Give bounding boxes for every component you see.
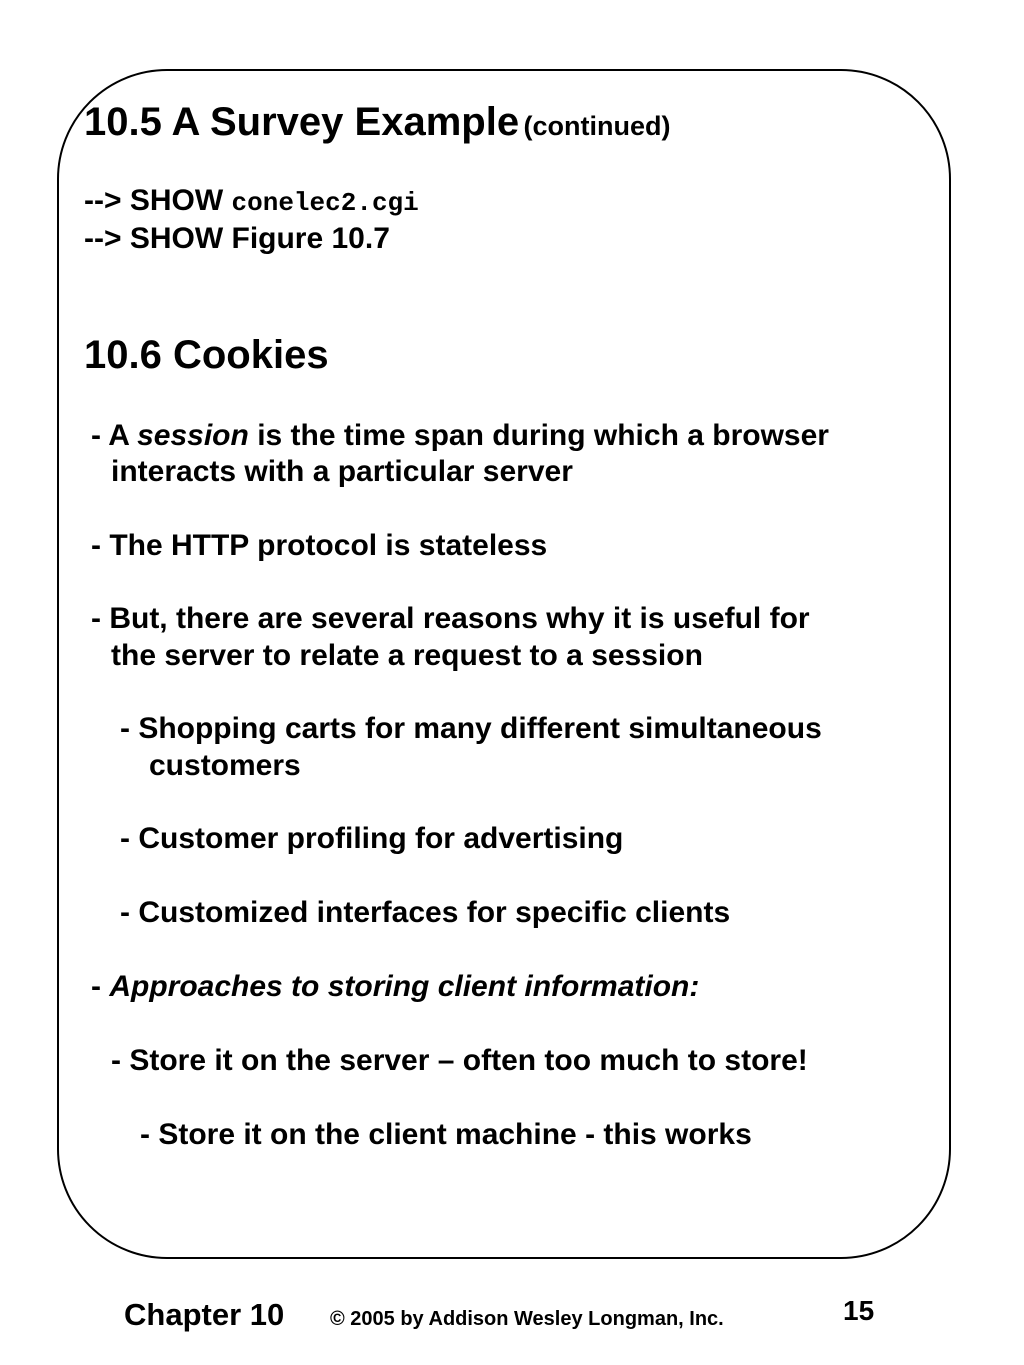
subbullet-client-store: - Store it on the client machine - this works <box>140 1118 752 1151</box>
footer-chapter: Chapter 10 <box>124 1297 285 1332</box>
subbullet-interfaces: - Customized interfaces for specific clients <box>120 896 731 929</box>
footer-copyright: © 2005 by Addison Wesley Longman, Inc. <box>330 1308 724 1330</box>
page-number: 15 <box>843 1295 875 1326</box>
section-title: 10.5 A Survey Example <box>84 100 520 144</box>
bullet-text: is the time span during which a browser <box>257 419 829 452</box>
show-line-figure: --> SHOW Figure 10.7 <box>84 222 390 255</box>
bullet-reasons-line2: the server to relate a request to a session <box>111 639 703 672</box>
subbullet-profiling: - Customer profiling for advertising <box>120 822 624 855</box>
bullet-session-line2: interacts with a particular server <box>111 455 573 488</box>
bullet-stateless: - The HTTP protocol is stateless <box>91 529 548 562</box>
subbullet-shopping-line2: customers <box>149 749 301 782</box>
bullet-approaches <box>91 972 699 1002</box>
code-filename: conelec2.cgi <box>231 188 419 218</box>
approaches-text: Approaches to storing client information: <box>109 970 700 1003</box>
bullet-dash: - <box>91 970 101 1003</box>
show-line-cgi <box>84 186 419 216</box>
subbullet-shopping-line1: - Shopping carts for many different simultaneous <box>120 712 822 745</box>
bullet-prefix: - A <box>91 419 129 452</box>
section-title-suffix: (continued) <box>523 111 671 141</box>
subbullet-server-store: - Store it on the server – often too much to store! <box>111 1044 808 1077</box>
emphasis-term: session <box>137 419 249 452</box>
section-heading-cookies: 10.6 Cookies <box>84 333 329 377</box>
show-prefix: --> SHOW <box>84 184 224 217</box>
section-heading-survey <box>84 102 671 142</box>
bullet-session-line1 <box>91 421 829 451</box>
bullet-reasons-line1: - But, there are several reasons why it is useful for <box>91 602 810 635</box>
